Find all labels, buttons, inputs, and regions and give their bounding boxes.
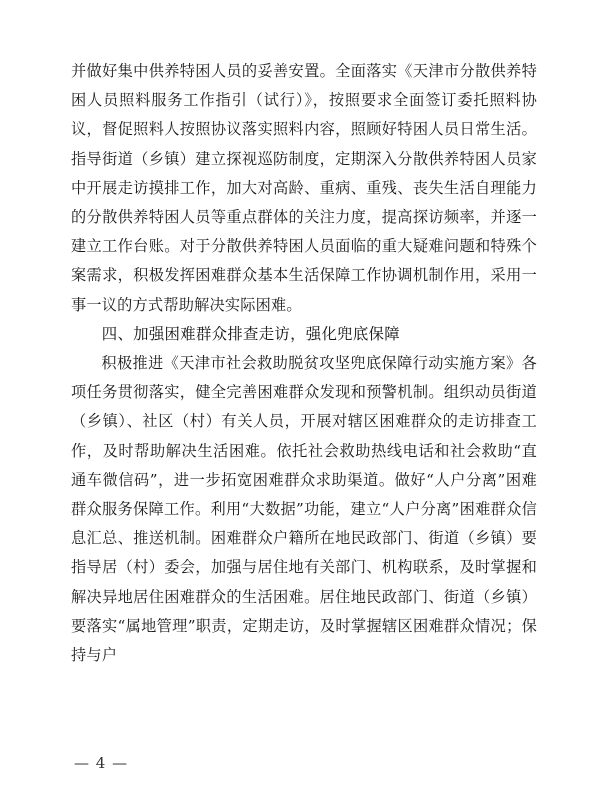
paragraph-section-four: 积极推进《天津市社会救助脱贫攻坚兜底保障行动实施方案》各项任务贯彻落实，健全完善困难群众发现和预警机制。组织动员街道（乡镇）、社区（村）有关人员，开展对辖区困难群众的走访排查工作，及时帮助解决生活困难。依托社会救助热线电话和社会救助“直通车微信码”，进一步拓宽困难群众求助渠道。做好“人户分离”困难群众服务保障工作。利用“大数据”功能，建立“人户分离”困难群众信息汇总、推送机制。困难群众户籍所在地民政部门、街道（乡镇）要指导居（村）委会，加强与居住地有关部门、机构联系，及时掌握和解决异地居住困难群众的生活困难。居住地民政部门、街道（乡镇）要落实“属地管理”职责，定期走访，及时掌握辖区困难群众情况；保持与户 xyxy=(71,354,537,665)
page-number: — 4 — xyxy=(74,754,129,772)
section-heading: 四、加强困难群众排查走访，强化兜底保障 xyxy=(101,324,400,343)
page-body xyxy=(71,57,537,670)
paragraph-continued: 并做好集中供养特困人员的妥善安置。全面落实《天津市分散供养特困人员照料服务工作指引（试行）》，按照要求全面签订委托照料协议，督促照料人按照协议落实照料内容，照顾好特困人员日常生活。指导街道（乡镇）建立探视巡防制度，定期深入分散供养特困人员家中开展走访摸排工作，加大对高龄、重病、重残、丧失生活自理能力的分散供养特困人员等重点群体的关注力度，提高探访频率，并逐一建立工作台账。对于分散供养特困人员面临的重大疑难问题和特殊个案需求，积极发挥困难群众基本生活保障工作协调机制作用，采用一事一议的方式帮助解决实际困难。 xyxy=(71,62,537,314)
